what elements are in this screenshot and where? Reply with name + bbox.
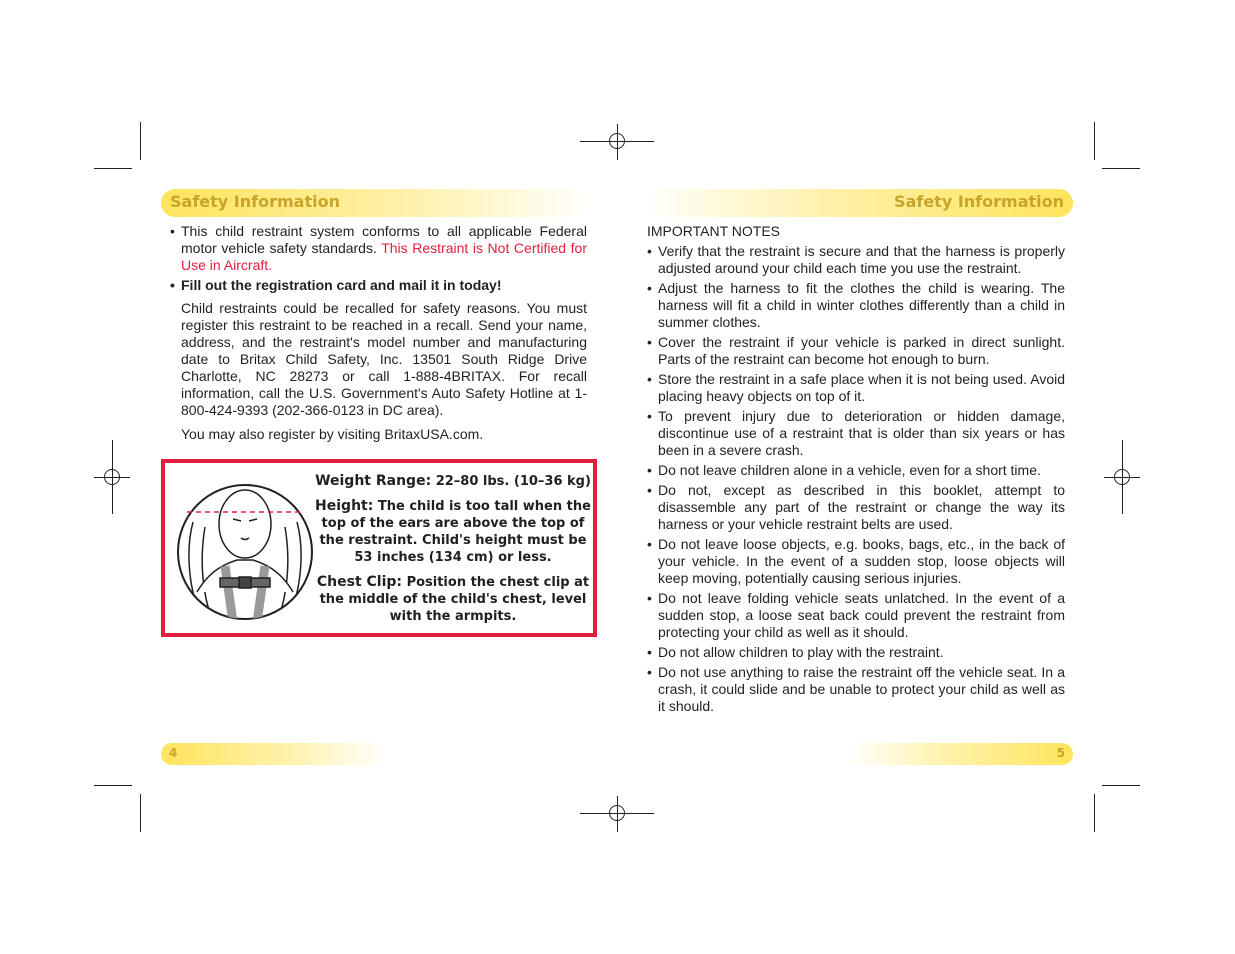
left-page-number: 4 <box>169 746 178 760</box>
child-harness-illustration <box>175 482 315 622</box>
weight-value: 22–80 lbs. (10–36 kg) <box>435 474 591 489</box>
chest-clip-label: Chest Clip: <box>316 574 403 590</box>
crop-mark-icon <box>140 794 141 832</box>
height-requirement <box>315 498 591 566</box>
fit-requirements-box <box>161 459 597 637</box>
height-label: Height: <box>315 498 374 514</box>
list-item: • Store the restraint in a safe place when it is not being used. Avoid placing heavy objects on top of it. <box>647 371 1065 405</box>
certification-text: This child restraint system conforms to all applicable Federal motor vehicle safety standards. <box>181 223 587 256</box>
registration-mark-icon <box>1114 469 1130 485</box>
left-header-bar <box>161 189 591 217</box>
crop-mark-icon <box>1094 794 1095 832</box>
list-item: • Cover the restraint if your vehicle is parked in direct sunlight. Parts of the restraint can become hot enough to burn. <box>647 334 1065 368</box>
height-value: The child is too tall when the top of the ears are above the top of the restraint. Child's height must be 53 inches (134 cm) or less. <box>319 499 591 565</box>
crop-mark-icon <box>94 168 132 169</box>
registration-bullet <box>170 277 587 294</box>
list-item: • Do not leave children alone in a vehicle, even for a short time. <box>647 462 1065 479</box>
crop-mark-icon <box>1102 168 1140 169</box>
right-page-number: 5 <box>1056 746 1065 760</box>
list-item: • Do not, except as described in this booklet, attempt to disassemble any part of the restraint or change the way its harness or your vehicle restraint belts are used. <box>647 482 1065 533</box>
list-item: • Verify that the restraint is secure and that the harness is properly adjusted around your child each time you use the restraint. <box>647 243 1065 277</box>
list-item: • Do not leave folding vehicle seats unlatched. In the event of a sudden stop, a loose seat back could prevent the restraint from protecting your child as well as it should. <box>647 590 1065 641</box>
list-item: • Do not leave loose objects, e.g. books, bags, etc., in the back of your vehicle. In the event of a sudden stop, loose objects will keep moving, potentially causing serious injuries. <box>647 536 1065 587</box>
crop-mark-icon <box>94 785 132 786</box>
list-item: • Do not allow children to play with the restraint. <box>647 644 1065 661</box>
registration-mark-icon <box>104 469 120 485</box>
aircraft-warning: This Restraint is Not Certified for Use in Aircraft. <box>181 240 587 273</box>
registration-mark-icon <box>609 805 625 821</box>
important-notes-heading: IMPORTANT NOTES <box>647 223 781 239</box>
fit-requirements-text <box>315 473 591 633</box>
right-header-bar <box>643 189 1073 217</box>
weight-range <box>315 473 591 490</box>
chest-clip-requirement <box>315 574 591 625</box>
important-notes-list <box>647 243 1065 715</box>
right-header-title: Safety Information <box>894 192 1064 211</box>
registration-mark-icon <box>609 133 625 149</box>
left-body <box>170 223 587 450</box>
online-registration-paragraph: You may also register by visiting BritaxUSA.com. <box>181 426 484 442</box>
crop-mark-icon <box>1102 785 1140 786</box>
recall-paragraph: Child restraints could be recalled for safety reasons. You must register this restraint to be reached in a recall. Send your name, address, and the restraint's model number and manufacturing date to Britax Child Safety, Inc. 13501 South Ridge Drive Charlotte, NC 28273 or call 1-888-4BRITAX. For recall information, call the U.S. Government's Auto Safety Hotline at 1-800-424-9393 (202-366-0123 in DC area). <box>181 300 587 418</box>
list-item: • To prevent injury due to deterioration or hidden damage, discontinue use of a restraint that is older than six years or has been in a severe crash. <box>647 408 1065 459</box>
certification-bullet <box>170 223 587 274</box>
right-body <box>647 223 1065 718</box>
right-page-footer <box>848 743 1073 765</box>
left-header-title: Safety Information <box>170 192 340 211</box>
left-page-footer <box>161 743 386 765</box>
crop-mark-icon <box>1094 122 1095 160</box>
weight-label: Weight Range: <box>315 473 432 489</box>
list-item: • Adjust the harness to fit the clothes the child is wearing. The harness will fit a child in winter clothes differently than a child in summer clothes. <box>647 280 1065 331</box>
crop-mark-icon <box>140 122 141 160</box>
registration-bullet-text: Fill out the registration card and mail it in today! <box>181 277 502 293</box>
list-item: • Do not use anything to raise the restraint off the vehicle seat. In a crash, it could slide and be unable to protect your child as well as it should. <box>647 664 1065 715</box>
chest-clip-value: Position the chest clip at the middle of the child's chest, level with the armpits. <box>319 575 590 624</box>
